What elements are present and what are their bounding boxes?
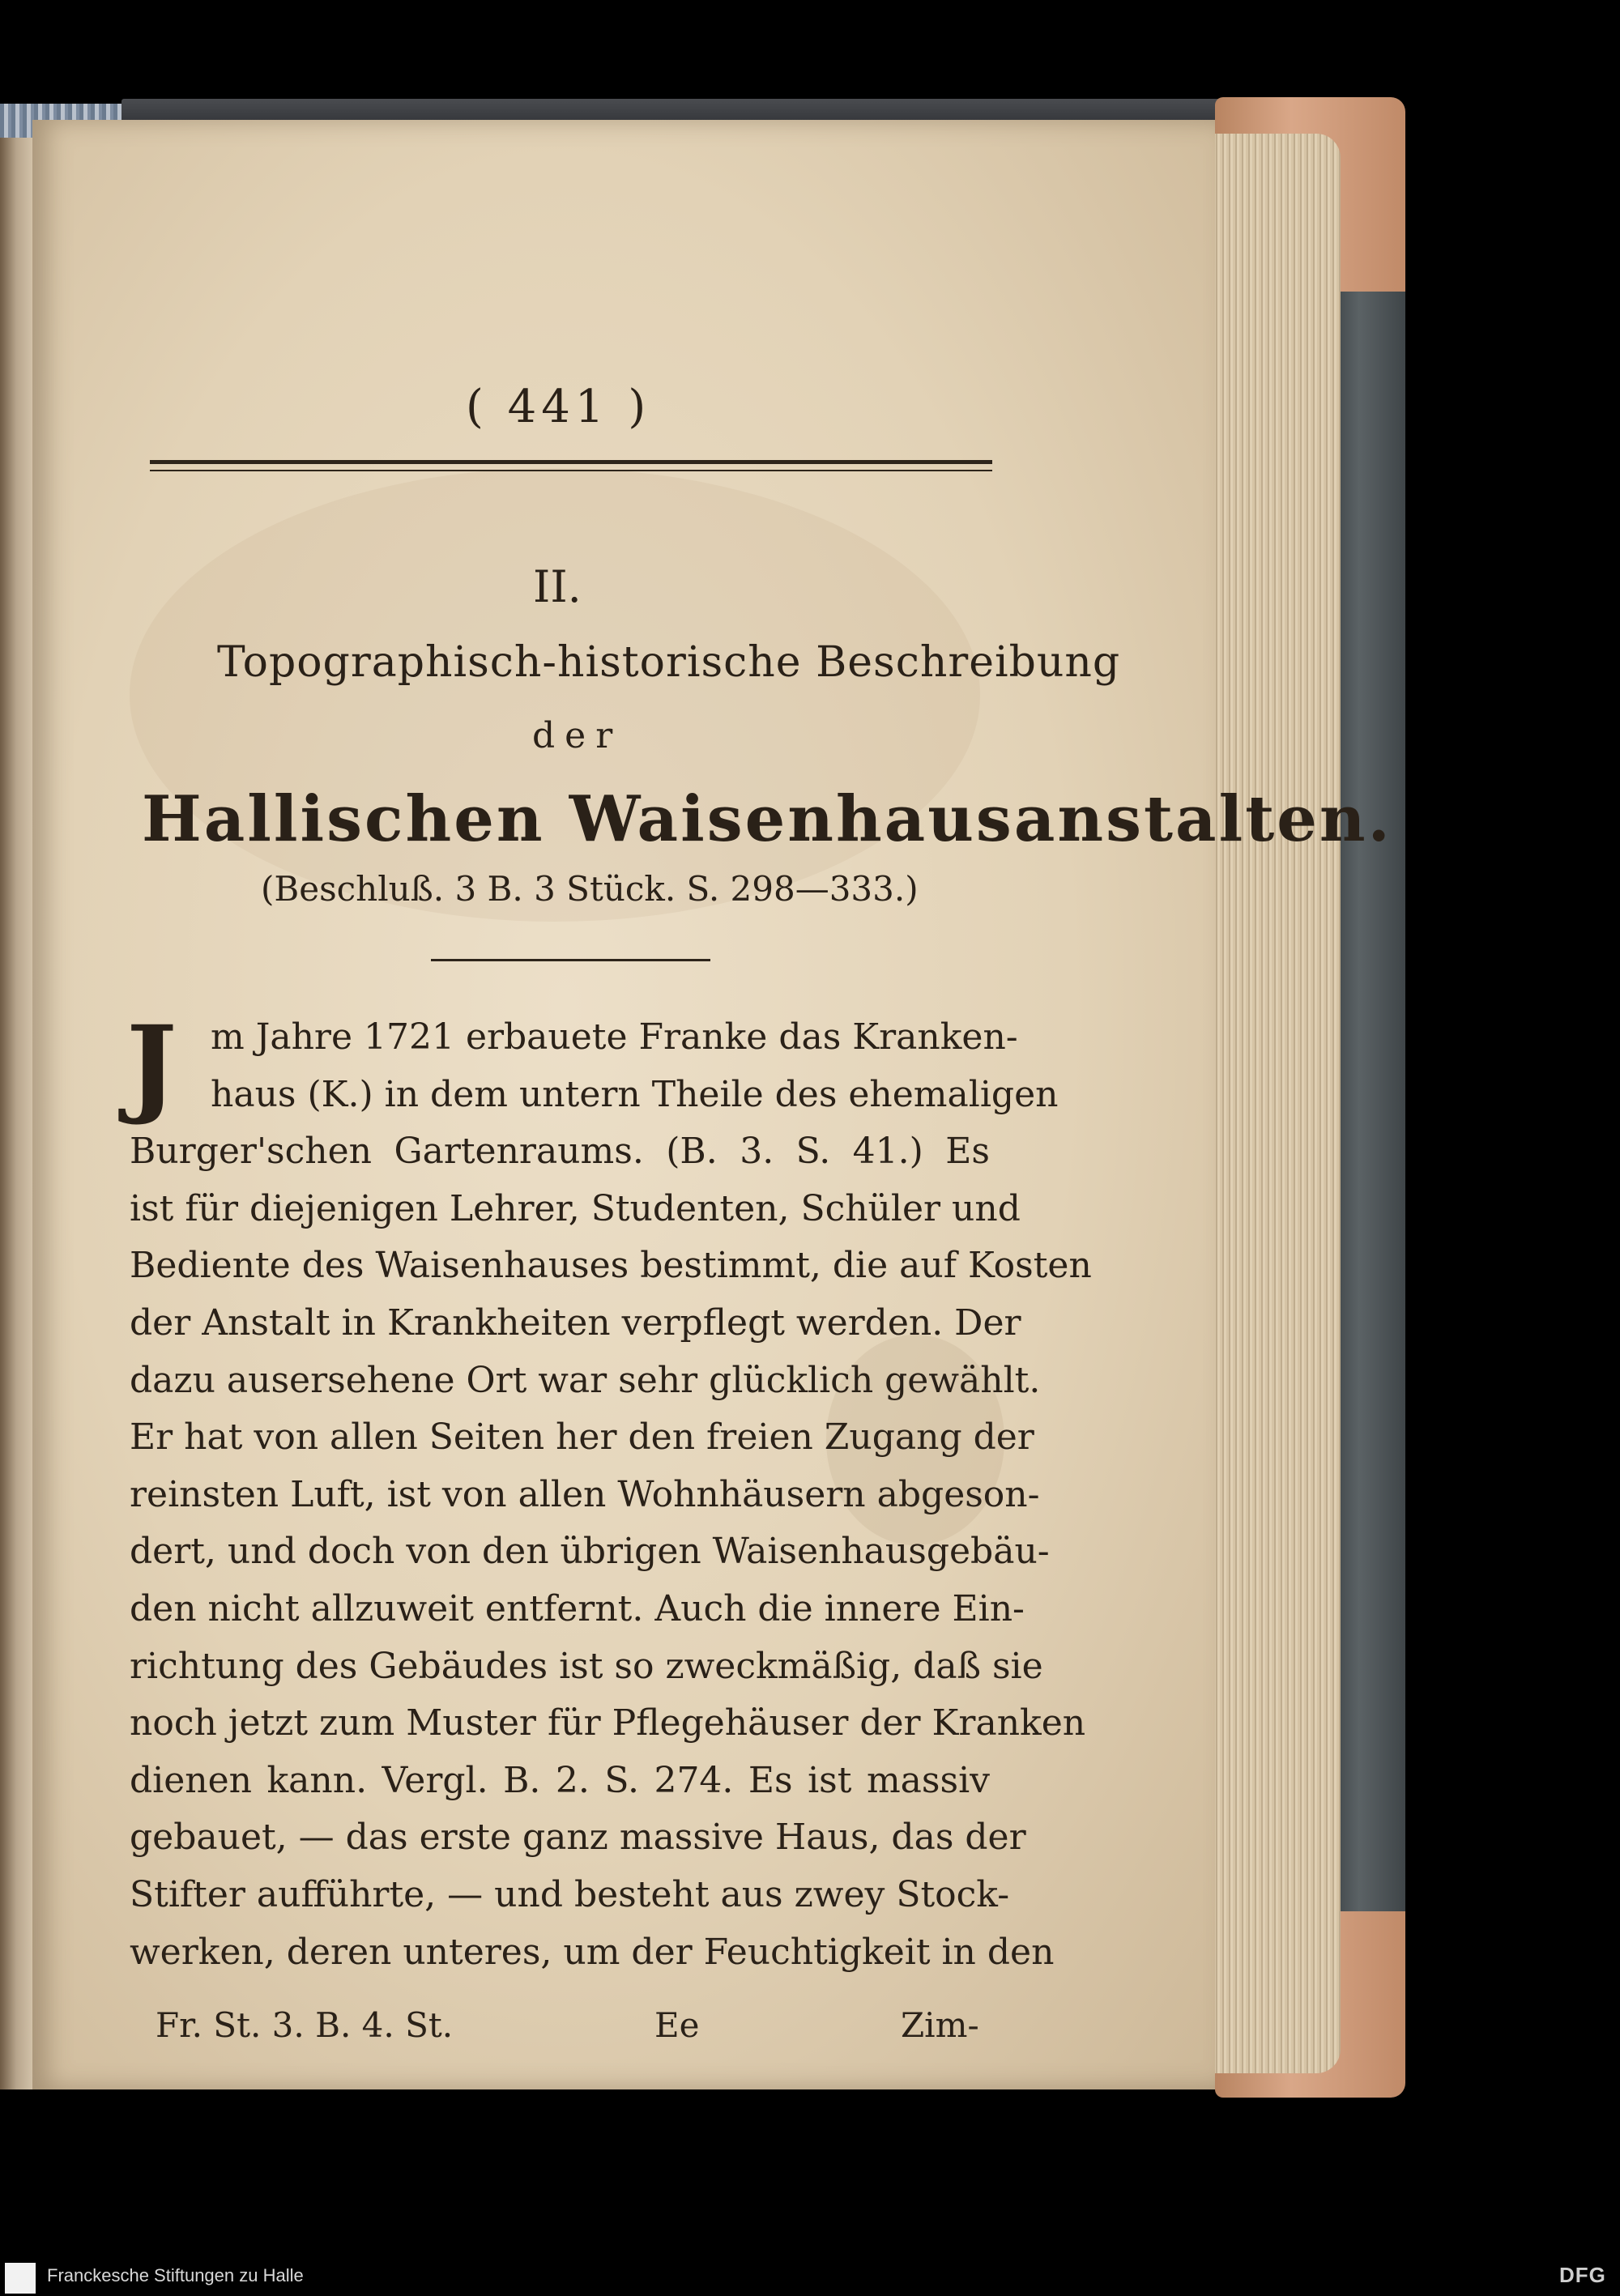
signature-line: Fr. St. 3. B. 4. St. <box>156 2005 454 2045</box>
institution-logo-icon <box>5 2263 36 2294</box>
text-line: werken, deren unteres, um der Feuchtigkeit in den <box>130 1931 1055 1973</box>
title-line: der <box>532 715 623 756</box>
catchword: Zim- <box>901 2005 979 2045</box>
header-rule-thin <box>150 470 992 471</box>
text-line: der Anstalt in Krankheiten verpflegt werden. Der <box>130 1301 1021 1344</box>
text-line: m Jahre 1721 erbauete Franke das Kranken- <box>211 1016 1018 1058</box>
text-line: Burger'schen Gartenraums. (B. 3. S. 41.) Es <box>130 1131 990 1173</box>
text-line: haus (K.) in dem untern Theile des ehemaligen <box>211 1073 1059 1115</box>
text-line: noch jetzt zum Muster für Pflegehäuser der Kranken <box>130 1702 1086 1744</box>
text-line: Er hat von allen Seiten her den freien Zugang der <box>130 1416 1034 1459</box>
footer-credit: Franckesche Stiftungen zu Halle <box>47 2265 304 2285</box>
text-line: den nicht allzuweit entfernt. Auch die innere Ein- <box>130 1587 1025 1629</box>
text-line: reinsten Luft, ist von allen Wohnhäusern abgeson- <box>130 1473 1040 1515</box>
title-line: Topographisch-historische Beschreibung <box>217 638 1121 687</box>
text-line: dazu ausersehene Ort war sehr glücklich gewählt. <box>130 1359 1041 1401</box>
text-line: dienen kann. Vergl. B. 2. S. 274. Es ist massiv <box>130 1759 990 1801</box>
header-rule <box>150 460 992 464</box>
signature-mark: Ee <box>654 2005 700 2045</box>
text-line: gebauet, — das erste ganz massive Haus, das der <box>130 1817 1026 1859</box>
body-text <box>126 1003 1092 1981</box>
subtitle: (Beschluß. 3 B. 3 Stück. S. 298—333.) <box>261 869 919 909</box>
main-title: Hallischen Waisenhausanstalten. <box>142 782 1392 856</box>
section-number: II. <box>533 561 582 612</box>
section-rule <box>431 959 710 961</box>
dfg-logo: DFG <box>1559 2263 1606 2287</box>
text-line: dert, und doch von den übrigen Waisenhausgebäu- <box>130 1531 1050 1573</box>
text-line: richtung des Gebäudes ist so zweckmäßig, daß sie <box>130 1645 1043 1687</box>
page-number: ( 441 ) <box>466 381 651 433</box>
page <box>32 120 1392 2089</box>
previous-page-edge <box>0 121 36 2089</box>
text-line: Bediente des Waisenhauses bestimmt, die auf Kosten <box>130 1245 1092 1287</box>
text-line: ist für diejenigen Lehrer, Studenten, Schüler und <box>130 1187 1021 1229</box>
drop-cap: J <box>126 1003 177 1128</box>
text-line: Stifter aufführte, — und besteht aus zwey Stock- <box>130 1873 1010 1915</box>
